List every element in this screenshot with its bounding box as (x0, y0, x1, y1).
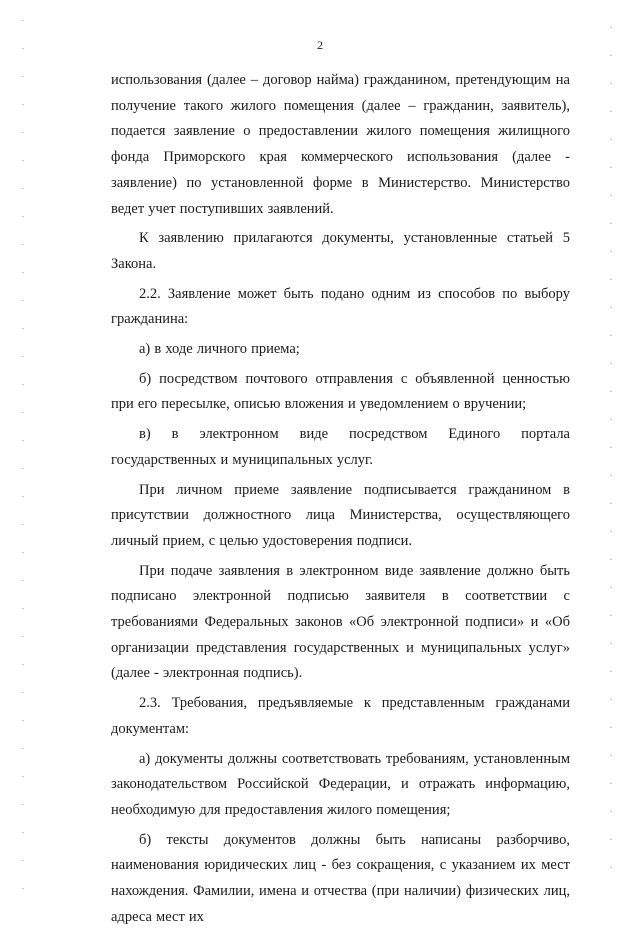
scan-mark (22, 664, 24, 665)
scan-mark (610, 139, 612, 140)
scan-mark (22, 804, 24, 805)
paragraph-continuation: использования (далее – договор найма) гражданином, претендующим на получение такого жилого помещения (далее – гражданин, заявитель), подается заявление о предоставлении жилого помещения жилищного фонда Приморского края коммерческого использования (далее - заявление) по установленной форме в Министерство. Министерство ведет учет поступивших заявлений. (111, 72, 570, 217)
scan-mark (610, 867, 612, 868)
scan-mark (610, 559, 612, 560)
scan-mark (22, 748, 24, 749)
scan-mark (610, 419, 612, 420)
scan-mark (610, 671, 612, 672)
scan-mark (610, 167, 612, 168)
scan-mark (22, 496, 24, 497)
scan-mark (610, 223, 612, 224)
scan-mark (610, 83, 612, 84)
paragraph-personal-reception: При личном приеме заявление подписывается гражданином в присутствии должностного лица Министерства, осуществляющего личный прием, с целью удостоверения подписи. (111, 481, 570, 549)
scan-mark (22, 188, 24, 189)
scan-mark (610, 391, 612, 392)
scan-mark (22, 104, 24, 105)
scan-mark (610, 531, 612, 532)
scan-mark (22, 636, 24, 637)
paragraph-electronic-signature: При подаче заявления в электронном виде заявление должно быть подписано электронной подписью заявителя в соответствии с требованиями Федеральных законов «Об электронной подписи» и «Об организации представления государственных и муниципальных услуг» (далее - электронная подпись). (111, 562, 570, 682)
scan-mark (22, 692, 24, 693)
scan-mark (610, 307, 612, 308)
paragraph-2-3-b: б) тексты документов должны быть написаны разборчиво, наименования юридических лиц - без сокращения, с указанием их мест нахождения. Фамилии, имена и отчества (при наличии) физических лиц, адреса мест их (111, 831, 570, 925)
scan-mark (22, 552, 24, 553)
scan-mark (610, 363, 612, 364)
scan-mark (610, 279, 612, 280)
page-number: 2 (317, 38, 323, 52)
scan-mark (610, 335, 612, 336)
right-margin-scan-marks (610, 0, 612, 905)
scan-mark (22, 300, 24, 301)
scan-mark (610, 447, 612, 448)
scan-mark (610, 811, 612, 812)
paragraph-2-3: 2.3. Требования, предъявляемые к представленным гражданами документам: (111, 695, 570, 737)
scan-mark (22, 580, 24, 581)
document-body (111, 68, 570, 931)
scan-mark (22, 272, 24, 273)
scan-mark (610, 839, 612, 840)
scan-mark (610, 503, 612, 504)
paragraph-2-2: 2.2. Заявление может быть подано одним из способов по выбору гражданина: (111, 285, 570, 328)
scan-mark (22, 888, 24, 889)
scan-mark (22, 468, 24, 469)
scan-mark (22, 412, 24, 413)
paragraph-attachments: К заявлению прилагаются документы, установленные статьей 5 Закона. (111, 230, 570, 272)
scan-mark (22, 776, 24, 777)
scan-mark (610, 615, 612, 616)
scan-mark (610, 727, 612, 728)
scan-mark (610, 475, 612, 476)
paragraph-2-2-v: в) в электронном виде посредством Единого портала государственных и муниципальных услуг. (111, 426, 570, 468)
scan-mark (610, 699, 612, 700)
scan-mark (610, 195, 612, 196)
scan-mark (610, 111, 612, 112)
scan-mark (610, 783, 612, 784)
scan-mark (610, 643, 612, 644)
scan-mark (22, 76, 24, 77)
scan-mark (22, 524, 24, 525)
paragraph-2-2-b: б) посредством почтового отправления с объявленной ценностью при его пересылке, описью вложения и уведомлением о вручении; (111, 370, 570, 413)
scan-mark (22, 216, 24, 217)
scan-mark (22, 20, 24, 21)
scan-mark (22, 720, 24, 721)
scan-mark (22, 384, 24, 385)
scan-mark (22, 132, 24, 133)
scan-mark (22, 832, 24, 833)
left-margin-scan-marks (22, 0, 24, 905)
scan-mark (610, 55, 612, 56)
scan-mark (22, 328, 24, 329)
scan-mark (22, 608, 24, 609)
scan-mark (22, 440, 24, 441)
scan-mark (610, 27, 612, 28)
scan-mark (22, 244, 24, 245)
scan-mark (610, 755, 612, 756)
scan-mark (22, 356, 24, 357)
scan-mark (610, 251, 612, 252)
paragraph-2-3-a: а) документы должны соответствовать требованиям, установленным законодательством Российской Федерации, и отражать информацию, необходимую для предоставления жилого помещения; (111, 750, 570, 818)
paragraph-2-2-a: а) в ходе личного приема; (139, 341, 300, 358)
scan-mark (610, 587, 612, 588)
scan-mark (22, 160, 24, 161)
scan-mark (22, 860, 24, 861)
